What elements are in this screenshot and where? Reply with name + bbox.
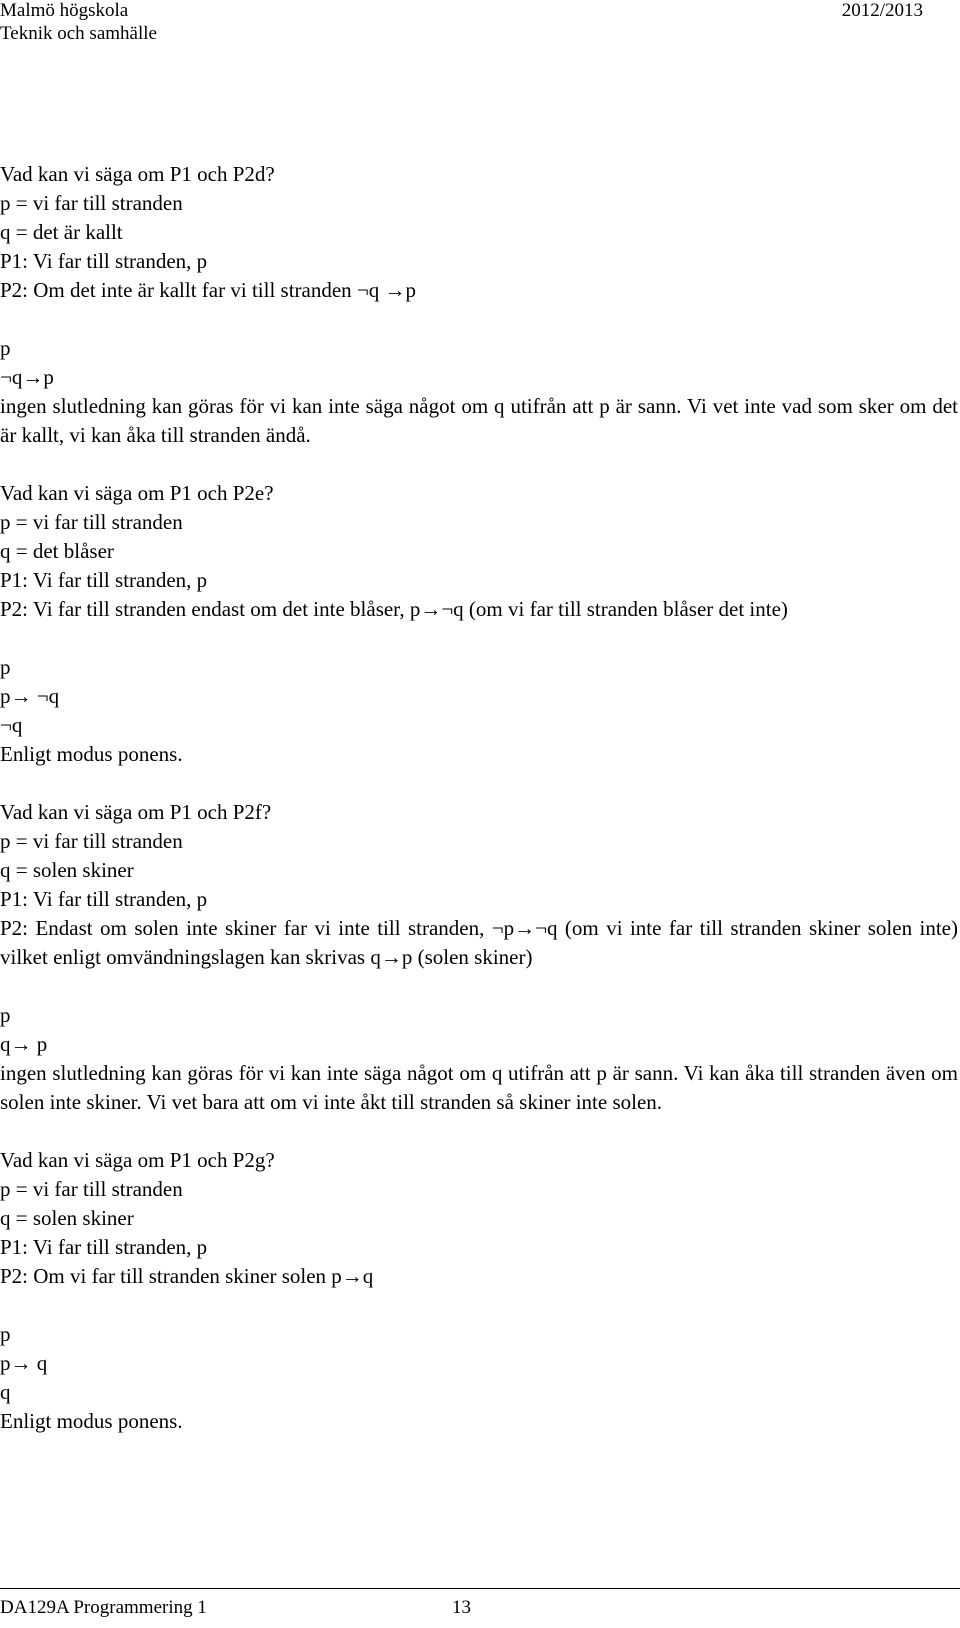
text-line: p (0, 1322, 11, 1346)
exercise-section (0, 798, 958, 1117)
footer-course: DA129A Programmering 1 (0, 1597, 207, 1618)
text-line: q→ p (0, 1032, 48, 1056)
text-line: p (0, 1003, 11, 1027)
blank-line (0, 624, 958, 653)
text-line: P1: Vi far till stranden, p (0, 887, 208, 911)
text-line: ingen slutledning kan göras för vi kan inte säga något om q utifrån att p är sann. Vi kan åka till stranden även om solen inte skiner. Vi vet bara att om vi inte åkt till stranden så skiner inte solen. (0, 1061, 958, 1114)
section-heading: Vad kan vi säga om P1 och P2f? (0, 800, 272, 824)
footer-page-number: 13 (452, 1597, 471, 1618)
section-heading: Vad kan vi säga om P1 och P2g? (0, 1148, 275, 1172)
document-body (0, 160, 958, 1436)
text-line: p (0, 336, 11, 360)
header-institution: Malmö högskola (0, 0, 129, 21)
text-line: P2: Om det inte är kallt far vi till stranden ¬q →p (0, 278, 417, 302)
section-gap (0, 769, 958, 798)
text-line: P2: Vi far till stranden endast om det inte blåser, p→¬q (om vi far till stranden blåser det inte) (0, 597, 788, 621)
text-line: p = vi far till stranden (0, 1177, 183, 1201)
exercise-section (0, 160, 958, 450)
text-line: Enligt modus ponens. (0, 1409, 183, 1433)
text-line: p = vi far till stranden (0, 191, 183, 215)
exercise-section (0, 1146, 958, 1436)
blank-line (0, 972, 958, 1001)
text-line: P1: Vi far till stranden, p (0, 568, 208, 592)
text-line: ingen slutledning kan göras för vi kan inte säga något om q utifrån att p är sann. Vi vet inte vad som sker om det är kallt, vi kan åka till stranden ändå. (0, 394, 958, 447)
section-heading: Vad kan vi säga om P1 och P2e? (0, 481, 274, 505)
text-line: q = solen skiner (0, 1206, 134, 1230)
text-line: p = vi far till stranden (0, 510, 183, 534)
text-line: ¬q (0, 713, 23, 737)
text-line: P1: Vi far till stranden, p (0, 1235, 208, 1259)
text-line: ¬q→p (0, 365, 54, 389)
text-line: p→ ¬q (0, 684, 60, 708)
text-line: Enligt modus ponens. (0, 742, 183, 766)
text-line: q (0, 1380, 11, 1404)
section-heading: Vad kan vi säga om P1 och P2d? (0, 162, 275, 186)
text-line: p (0, 655, 11, 679)
text-line: q = det blåser (0, 539, 114, 563)
text-line: P1: Vi far till stranden, p (0, 249, 208, 273)
text-line: P2: Om vi far till stranden skiner solen p→q (0, 1264, 374, 1288)
footer-divider (0, 1588, 960, 1589)
text-line: p→ q (0, 1351, 48, 1375)
section-gap (0, 1117, 958, 1146)
section-gap (0, 450, 958, 479)
text-line: P2: Endast om solen inte skiner far vi inte till stranden, ¬p→¬q (om vi inte far till stranden skiner solen inte) vilket enligt omvändningslagen kan skrivas q→p (solen skiner) (0, 916, 958, 969)
exercise-section (0, 479, 958, 769)
blank-line (0, 305, 958, 334)
header-faculty: Teknik och samhälle (0, 23, 157, 44)
text-line: p = vi far till stranden (0, 829, 183, 853)
text-line: q = det är kallt (0, 220, 123, 244)
blank-line (0, 1291, 958, 1320)
header-year: 2012/2013 (841, 0, 923, 21)
text-line: q = solen skiner (0, 858, 134, 882)
